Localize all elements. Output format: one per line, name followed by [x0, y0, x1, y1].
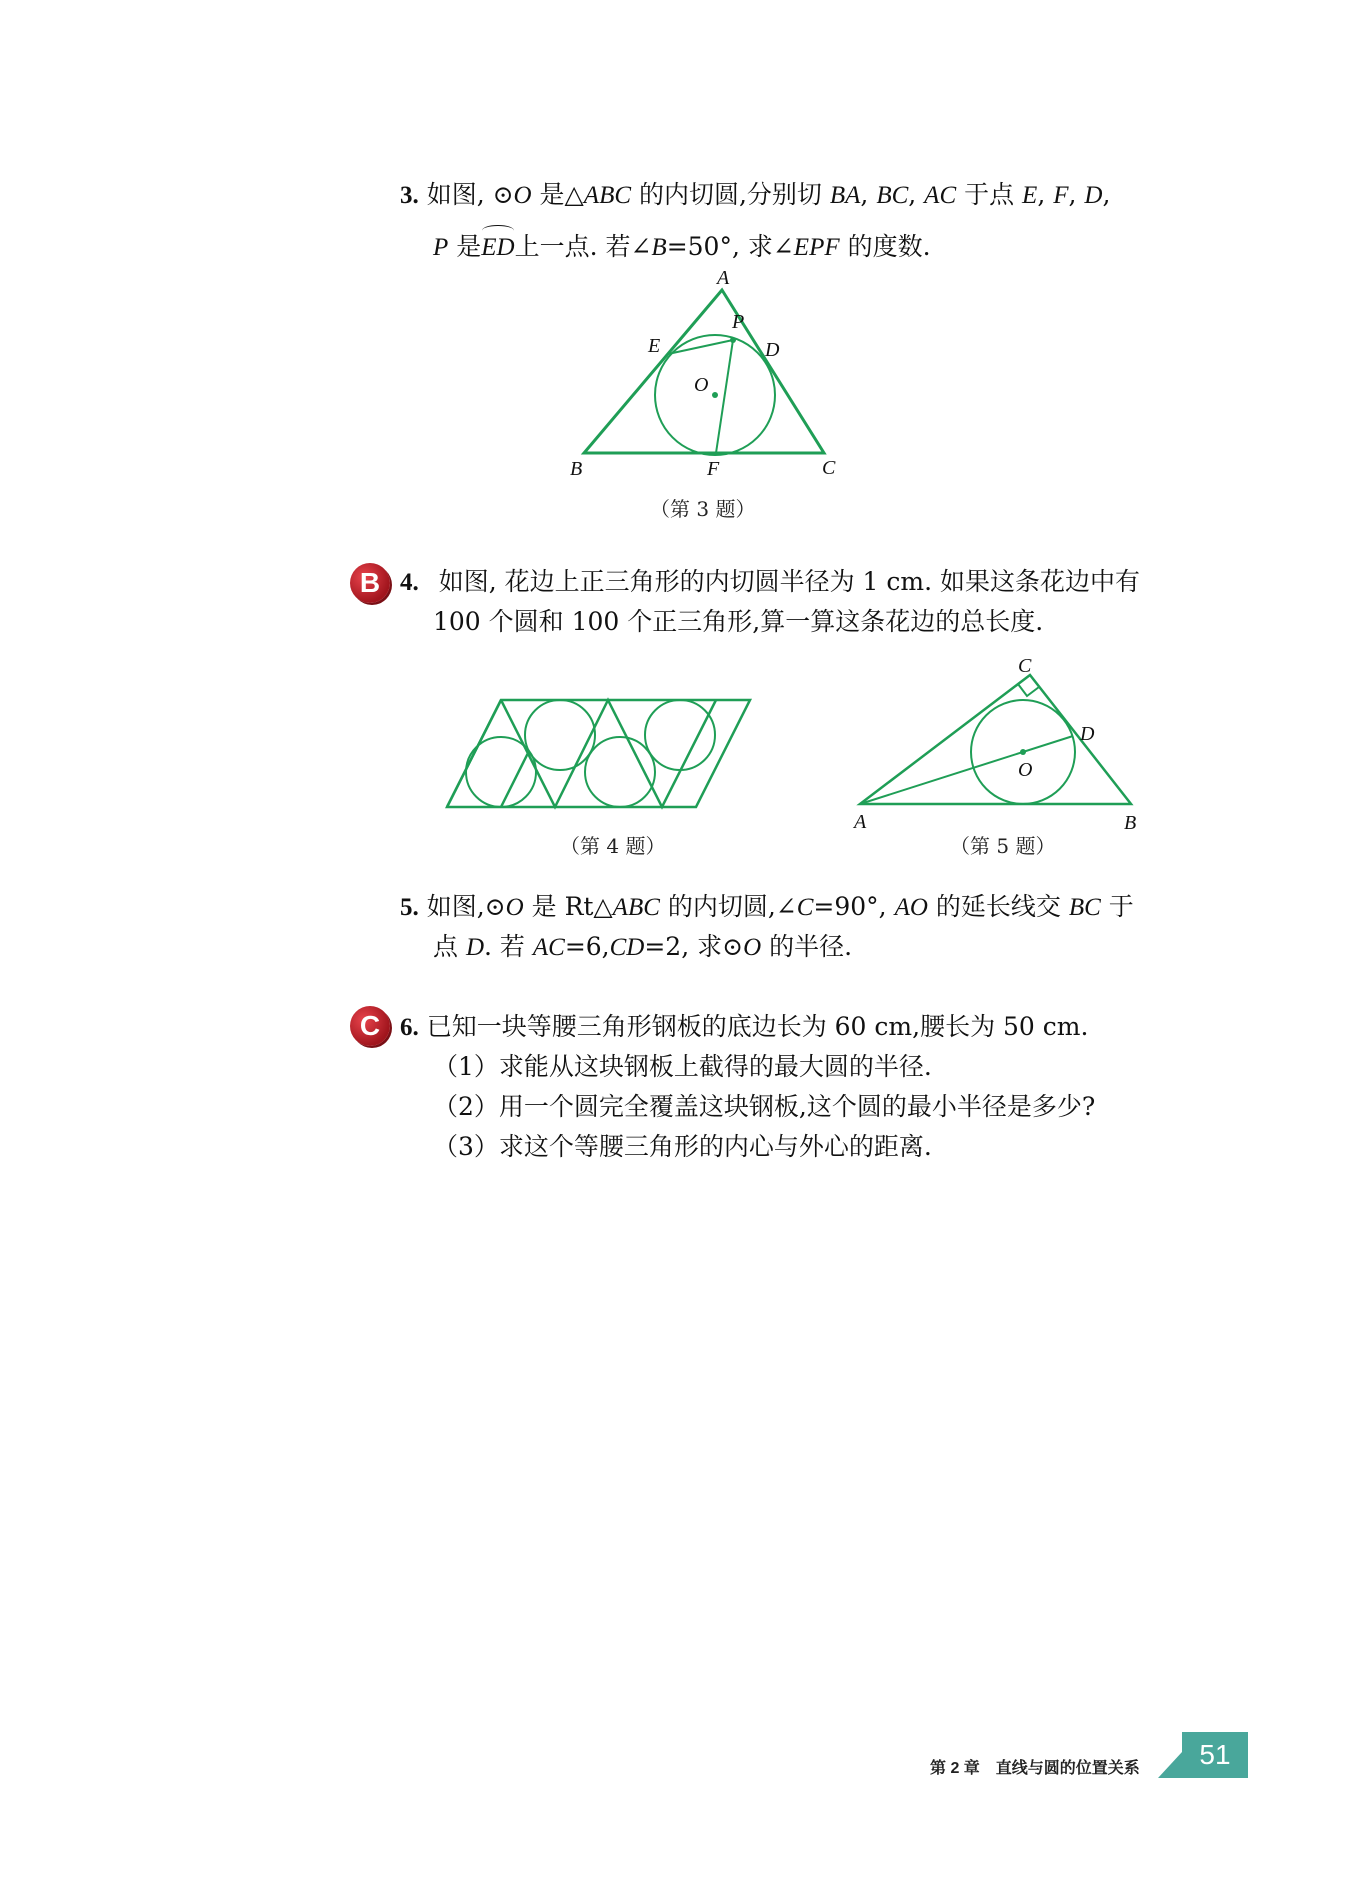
arc-ed: ED — [481, 229, 514, 267]
q4-line1: 4. 如图, 花边上正三角形的内切圆半径为 1 cm. 如果这条花边中有 — [400, 567, 1140, 596]
q4-caption: （第 4 题） — [560, 834, 666, 858]
q5-caption: （第 5 题） — [950, 834, 1056, 858]
q6-line1: 6. 已知一块等腰三角形钢板的底边长为 60 cm,腰长为 50 cm. — [400, 1012, 1089, 1041]
page-number: 51 — [1182, 1732, 1248, 1778]
q3-point-p-dot — [730, 337, 736, 343]
q4-circle — [466, 737, 536, 807]
q5-right-angle-mark — [1018, 684, 1039, 696]
q3-triangle — [584, 290, 824, 453]
level-c-badge: C — [350, 1006, 390, 1046]
q3-label-c: C — [822, 457, 836, 479]
q4-line2: 100 个圆和 100 个正三角形,算一算这条花边的总长度. — [433, 607, 1044, 636]
footer-arrow-icon — [1158, 1752, 1182, 1778]
q3-caption: （第 3 题） — [650, 497, 756, 521]
q3-figure — [560, 268, 860, 488]
q5-label-b: B — [1124, 812, 1137, 833]
q3-line1: 3. 如图, ⊙O 是△ABC 的内切圆,分别切 BA, BC, AC 于点 E, F, D, — [400, 180, 1111, 209]
q3-label-a: A — [717, 268, 730, 289]
q5-figure — [848, 658, 1148, 833]
q5-line2: 点 D. 若 AC=6,CD=2, 求⊙O 的半径. — [433, 932, 853, 961]
q4-zigzag-lines — [501, 700, 716, 807]
q4-zigzag — [447, 700, 501, 807]
q6-sub3: （3）求这个等腰三角形的内心与外心的距离. — [433, 1132, 932, 1161]
level-b-badge: B — [350, 563, 390, 603]
footer-chapter-title: 第 2 章 直线与圆的位置关系 — [930, 1760, 1140, 1777]
q4-figure — [445, 690, 765, 820]
q3-segment-pf — [716, 340, 733, 453]
q5-label-o: O — [1018, 759, 1033, 781]
q3-label-o: O — [694, 374, 709, 396]
q3-line2: P 是ED上一点. 若∠B=50°, 求∠EPF 的度数. — [433, 228, 931, 267]
q3-label-d: D — [765, 339, 780, 361]
q6-sub2: （2）用一个圆完全覆盖这块钢板,这个圆的最小半径是多少? — [433, 1092, 1096, 1121]
q3-label-e: E — [648, 335, 661, 357]
q5-label-a: A — [854, 811, 867, 833]
q5-label-d: D — [1080, 723, 1095, 745]
q3-label-b: B — [570, 458, 583, 480]
q5-line1: 5. 如图,⊙O 是 Rt△ABC 的内切圆,∠C=90°, AO 的延长线交 BC 于 — [400, 892, 1134, 921]
q3-center-dot — [712, 392, 718, 398]
q5-segment-ad — [860, 736, 1073, 804]
q6-sub1: （1）求能从这块钢板上截得的最大圆的半径. — [433, 1052, 932, 1081]
q4-circle — [525, 700, 595, 770]
q4-circle — [645, 700, 715, 770]
q5-label-c: C — [1018, 658, 1032, 677]
q3-label-f: F — [707, 458, 720, 480]
q5-center-dot — [1020, 749, 1026, 755]
q3-label-p: P — [732, 311, 745, 333]
